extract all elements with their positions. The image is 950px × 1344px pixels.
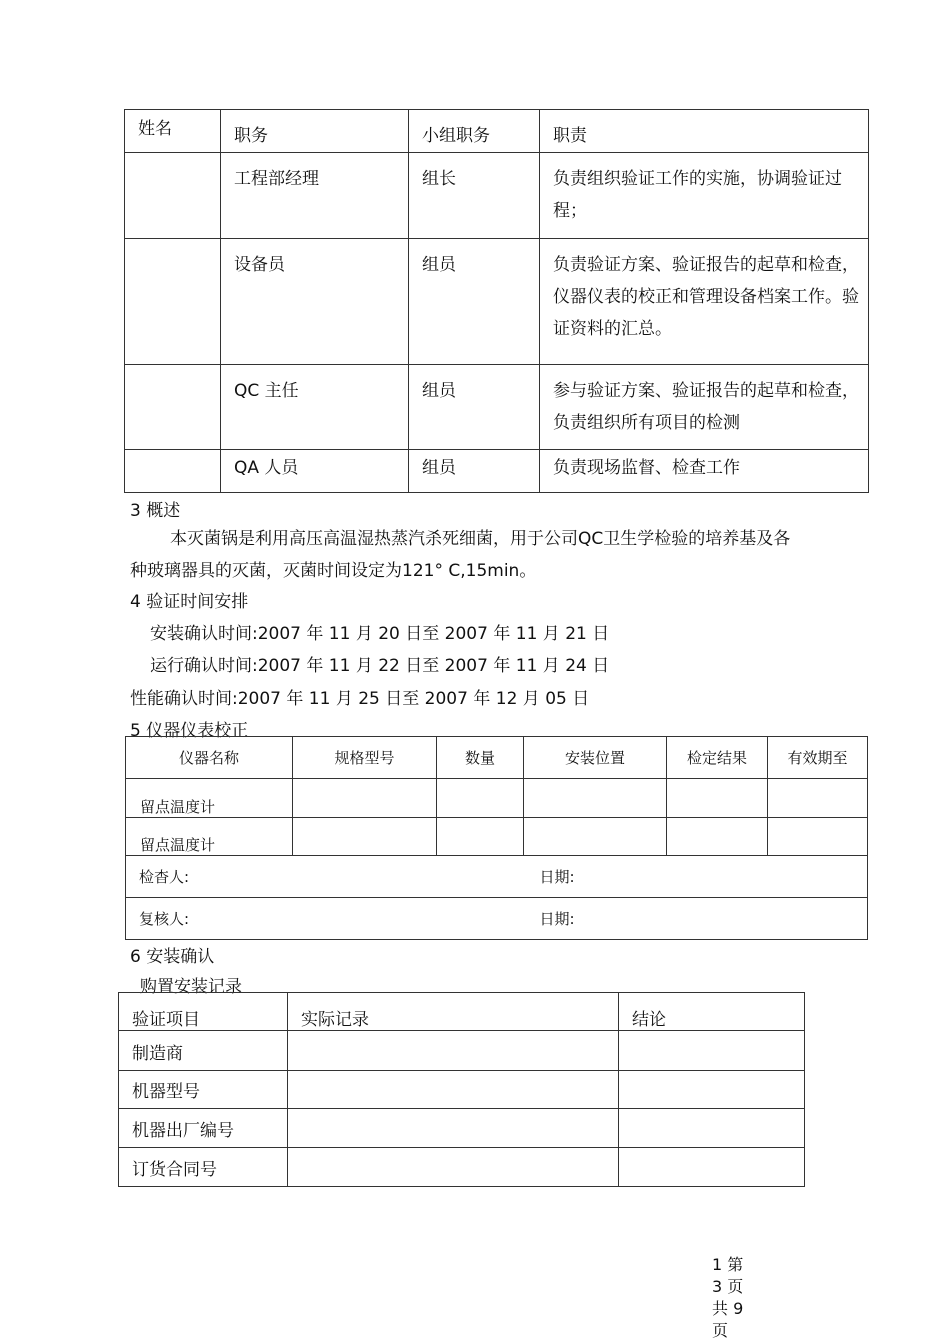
cell-role: 组员 [409,239,540,365]
header-verify-result: 检定结果 [667,737,768,779]
header-conclusion: 结论 [619,993,805,1031]
cell-role: 组员 [409,450,540,493]
section-4-title: 4 验证时间安排 [130,592,249,612]
table-row [125,239,869,365]
cell-spec-model [293,779,437,818]
team-table [124,109,869,493]
checker-row [126,856,868,898]
cell-verify-item: 机器出厂编号 [119,1109,288,1148]
table-row [119,1148,805,1187]
page-footer-line: 共 9 [712,1299,744,1318]
cell-actual-record [288,1109,619,1148]
section-6-title: 6 安装确认 [130,947,215,967]
table-row [125,450,869,493]
purchase-install-table [118,992,805,1187]
table-row [126,818,868,856]
install-confirm-time: 安装确认时间:2007 年 11 月 20 日至 2007 年 11 月 21 日 [150,624,610,644]
header-instrument-name: 仪器名称 [126,737,293,779]
cell-install-location [524,818,667,856]
cell-role: 组员 [409,365,540,450]
table-row [125,153,869,239]
header-quantity: 数量 [437,737,524,779]
page-footer-line: 1 第 [712,1255,744,1274]
section-6-subtitle: 购置安装记录 [140,977,242,997]
cell-duty: 负责现场监督、检查工作 [540,450,869,493]
cell-name [125,450,221,493]
header-actual-record: 实际记录 [288,993,619,1031]
cell-actual-record [288,1071,619,1109]
cell-verify-item: 订货合同号 [119,1148,288,1187]
header-name: 姓名 [125,110,221,153]
reviewer-label: 复核人: [126,898,524,940]
section-3-title: 3 概述 [130,501,181,521]
reviewer-row [126,898,868,940]
cell-instrument-name: 留点温度计 [126,779,293,818]
instrument-table [125,736,868,940]
cell-name [125,239,221,365]
table-row [126,779,868,818]
cell-position: 工程部经理 [221,153,409,239]
cell-conclusion [619,1031,805,1071]
cell-instrument-name: 留点温度计 [126,818,293,856]
instrument-table-header [126,737,868,779]
cell-verify-result [667,818,768,856]
cell-verify-item: 机器型号 [119,1071,288,1109]
cell-role: 组长 [409,153,540,239]
section-5-title: 5 仪器仪表校正 [130,721,249,741]
section-3-paragraph-line-2: 种玻璃器具的灭菌，灭菌时间设定为121° C,15min。 [130,561,537,581]
table-row [119,1071,805,1109]
header-position: 职务 [221,110,409,153]
cell-name [125,365,221,450]
header-duty: 职责 [540,110,869,153]
cell-verify-result [667,779,768,818]
cell-quantity [437,818,524,856]
cell-install-location [524,779,667,818]
cell-verify-item: 制造商 [119,1031,288,1071]
header-install-location: 安装位置 [524,737,667,779]
header-spec-model: 规格型号 [293,737,437,779]
reviewer-date-label: 日期: [524,898,868,940]
page-footer [712,1254,743,1342]
cell-position: QA 人员 [221,450,409,493]
operation-confirm-time: 运行确认时间:2007 年 11 月 22 日至 2007 年 11 月 24 日 [150,656,610,676]
cell-duty: 负责验证方案、验证报告的起草和检查，仪器仪表的校正和管理设备档案工作。验证资料的汇总。 [540,239,869,365]
team-table-header [125,110,869,153]
table-row [119,1109,805,1148]
cell-duty: 参与验证方案、验证报告的起草和检查，负责组织所有项目的检测 [540,365,869,450]
checker-date-label: 日期: [524,856,868,898]
page-footer-line: 3 页 [712,1277,744,1296]
header-group-role: 小组职务 [409,110,540,153]
cell-valid-until [768,779,868,818]
header-verify-item: 验证项目 [119,993,288,1031]
cell-name [125,153,221,239]
table-row [119,1031,805,1071]
cell-position: 设备员 [221,239,409,365]
table-row [125,365,869,450]
cell-conclusion [619,1071,805,1109]
cell-position: QC 主任 [221,365,409,450]
cell-duty: 负责组织验证工作的实施，协调验证过程； [540,153,869,239]
page-footer-line: 页 [712,1321,729,1340]
checker-label: 检杳人: [126,856,524,898]
cell-actual-record [288,1031,619,1071]
cell-spec-model [293,818,437,856]
purchase-table-header [119,993,805,1031]
cell-conclusion [619,1109,805,1148]
performance-confirm-time: 性能确认时间:2007 年 11 月 25 日至 2007 年 12 月 05 日 [130,689,590,709]
cell-quantity [437,779,524,818]
cell-conclusion [619,1148,805,1187]
section-3-paragraph-line-1: 本灭菌锅是利用高压高温湿热蒸汽杀死细菌，用于公司QC卫生学检验的培养基及各 [170,529,791,549]
header-valid-until: 有效期至 [768,737,868,779]
cell-actual-record [288,1148,619,1187]
cell-valid-until [768,818,868,856]
